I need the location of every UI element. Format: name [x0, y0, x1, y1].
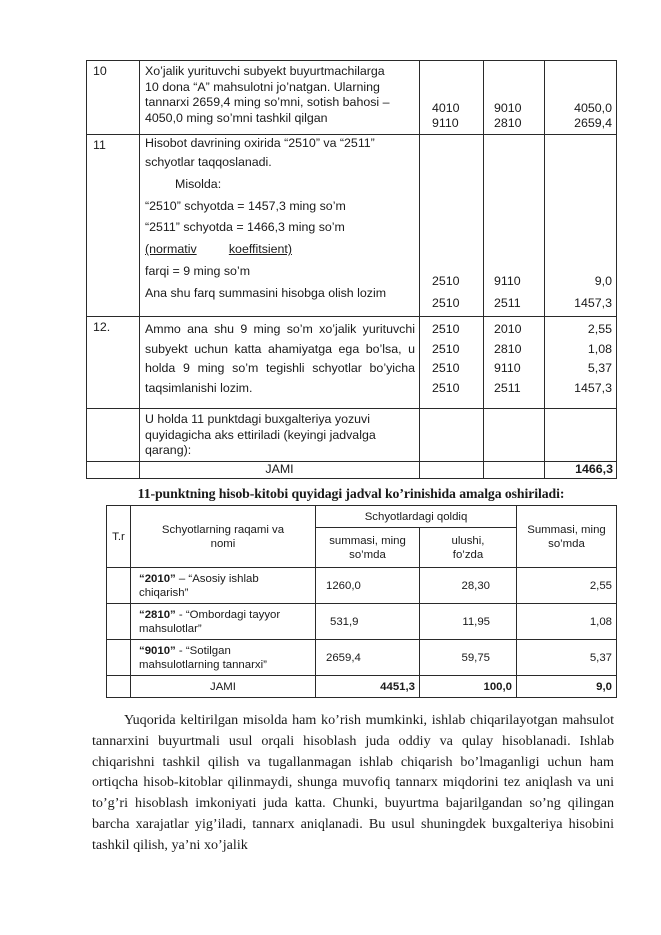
total-sum: 4451,3 [316, 676, 420, 698]
balance-share: 28,30 [420, 568, 517, 604]
balance-sum: 2659,4 [316, 640, 420, 676]
amount-cell [545, 61, 617, 135]
table-row [87, 409, 617, 462]
allocated-amount: 5,37 [517, 640, 617, 676]
amount-cell [545, 317, 617, 409]
total-share: 100,0 [420, 676, 517, 698]
description-line: Xo’jalik yurituvchi subyekt buyurtmachilarga [145, 64, 385, 78]
body-paragraph: Yuqorida keltirilgan misolda ham ko’rish mumkinki, ishlab chiqarilayotgan mahsulot tannarxini buyurtmali usul orqali hisoblash juda oddiy va qulay hisoblanadi. Ishlab chiqarishni tashkil qilish va tugallanmagan ishlab chiqarish bo’lmaganligi uchun ham ortiqcha hisob-kitoblar qilinmaydi, shunga muvofiq tannarx miqdorini tez aniqlash va uni to’g’ri hisoblash imkoniyati juda katta. Chunki, buyurtma bajarilgandan so’ng qilingan barcha xarajatlar yig’iladi, tannarx aniqlanadi. Bu usul shuningdek buxgalteriya hisobini tashkil qilish, ya’ni xo’jalik [92, 712, 614, 853]
table-row [87, 317, 617, 409]
operation-description [140, 61, 420, 135]
amount-value: 5,37 [587, 361, 612, 375]
credit-account: 2810 [494, 341, 522, 356]
allocated-amount: 1,08 [517, 604, 617, 640]
credit-cell [484, 317, 545, 409]
balance-share: 11,95 [420, 604, 517, 640]
example-label: Misolda: [175, 176, 222, 191]
table-row [107, 568, 617, 604]
credit-account: 2511 [494, 380, 521, 395]
description-line: Ana shu farq summasini hisobga olish lozim [145, 285, 387, 300]
row-number: 11 [87, 135, 140, 317]
operation-description: Ammo ana shu 9 ming so’m xo’jalik yurituvchi subyekt uchun katta ahamiyatga ega bo’lsa, u holda 9 ming so’m tegishli schyotlar bo’yicha taqsimlanishi lozim. [140, 317, 420, 409]
debit-account: 9110 [432, 116, 459, 131]
empty-cell [107, 568, 131, 604]
balance-sum: 1260,0 [316, 568, 420, 604]
credit-account: 9110 [494, 361, 521, 375]
empty-cell [420, 409, 484, 462]
account-code: “2010” [139, 572, 176, 585]
empty-cell [107, 640, 131, 676]
total-label: JAMI [131, 676, 316, 698]
table-row [87, 61, 617, 135]
amount-value: 4050,0 [574, 100, 612, 115]
credit-account: 2010 [494, 322, 522, 336]
amount-value: 1,08 [587, 341, 612, 356]
row-number: 12. [87, 317, 140, 409]
amount-value: 2659,4 [574, 116, 612, 131]
account-name [131, 604, 316, 640]
normative-label [145, 239, 292, 261]
description-line: farqi = 9 ming so’m [145, 263, 251, 278]
amount-value: 1457,3 [574, 296, 612, 310]
table-row [87, 135, 617, 317]
credit-account: 2511 [494, 296, 521, 310]
amount-cell [545, 135, 617, 317]
amount-value: 9,0 [594, 274, 612, 288]
account-code: “9010” [139, 644, 176, 657]
empty-cell [107, 676, 131, 698]
empty-cell [87, 462, 140, 479]
credit-account: 2810 [494, 116, 522, 131]
account-title: - “Sotilgan mahsulotlarning tannarxi” [139, 644, 267, 671]
total-row [87, 462, 617, 479]
account-name [131, 640, 316, 676]
account-title: - “Ombordagi tayyor mahsulotlar” [139, 608, 281, 635]
distribution-table [106, 505, 617, 698]
debit-account: 2510 [432, 341, 460, 356]
credit-cell [484, 135, 545, 317]
debit-account: 2510 [432, 274, 460, 288]
balance-sum: 531,9 [316, 604, 420, 640]
debit-cell [420, 135, 484, 317]
allocated-amount: 2,55 [517, 568, 617, 604]
table-row [107, 640, 617, 676]
account-code: “2810” [139, 608, 176, 621]
description-line: schyotlar taqqoslanadi. [145, 155, 272, 169]
account-title: – “Asosiy ishlab chiqarish” [139, 572, 259, 599]
description-line: “2511” schyotda = 1466,3 ming so’m [145, 220, 345, 235]
amount-value: 1457,3 [574, 380, 612, 395]
credit-account: 9110 [494, 274, 521, 288]
sum-header: summasi, ming so’mda [316, 528, 420, 568]
balance-header: Schyotlardagi qoldiq [316, 506, 517, 528]
operation-description [140, 135, 420, 317]
amount-value: 2,55 [587, 322, 612, 336]
amount-header: Summasi, ming so’mda [517, 506, 617, 568]
total-value: 1466,3 [545, 462, 617, 479]
debit-cell [420, 61, 484, 135]
description-line: 4050,0 ming so’mni tashkil qilgan [145, 111, 328, 126]
empty-cell [484, 462, 545, 479]
empty-cell [420, 462, 484, 479]
debit-cell [420, 317, 484, 409]
coefficient-word: koeffitsient) [228, 242, 292, 257]
table-row [107, 604, 617, 640]
share-header: ulushi, fo’zda [420, 528, 517, 568]
total-row [107, 676, 617, 698]
empty-cell [545, 409, 617, 462]
empty-cell [484, 409, 545, 462]
normative-word: (normativ [145, 242, 197, 257]
accounts-header: Schyotlarning raqami va nomi [131, 506, 316, 568]
debit-account: 2510 [432, 380, 460, 395]
row-number: 10 [87, 61, 140, 135]
total-amount: 9,0 [517, 676, 617, 698]
total-label: JAMI [140, 462, 420, 479]
debit-account: 2510 [432, 296, 460, 310]
credit-cell [484, 61, 545, 135]
tr-header: T.r [107, 506, 131, 568]
debit-account: 4010 [432, 100, 460, 115]
balance-share: 59,75 [420, 640, 517, 676]
debit-account: 2510 [432, 361, 460, 375]
account-name [131, 568, 316, 604]
description-line: 10 dona “A” mahsulotni jo’natgan. Ularning [145, 79, 380, 94]
journal-entries-table [86, 60, 617, 479]
empty-cell [87, 409, 140, 462]
empty-cell [107, 604, 131, 640]
note-text: U holda 11 punktdagi buxgalteriya yozuvi quyidagicha aks ettiriladi (keyingi jadvalga qarang): [140, 409, 420, 462]
header-row [107, 506, 617, 528]
description-line: tannarxi 2659,4 ming so’mni, sotish bahosi – [145, 95, 390, 110]
section-heading: 11-punktning hisob-kitobi quyidagi jadval ko’rinishida amalga oshiriladi: [137, 486, 565, 501]
description-line: Hisobot davrining oxirida “2510” va “2511” [145, 136, 375, 150]
credit-account: 9010 [494, 100, 522, 115]
debit-account: 2510 [432, 322, 460, 336]
description-line: “2510” schyotda = 1457,3 ming so’m [145, 198, 346, 213]
